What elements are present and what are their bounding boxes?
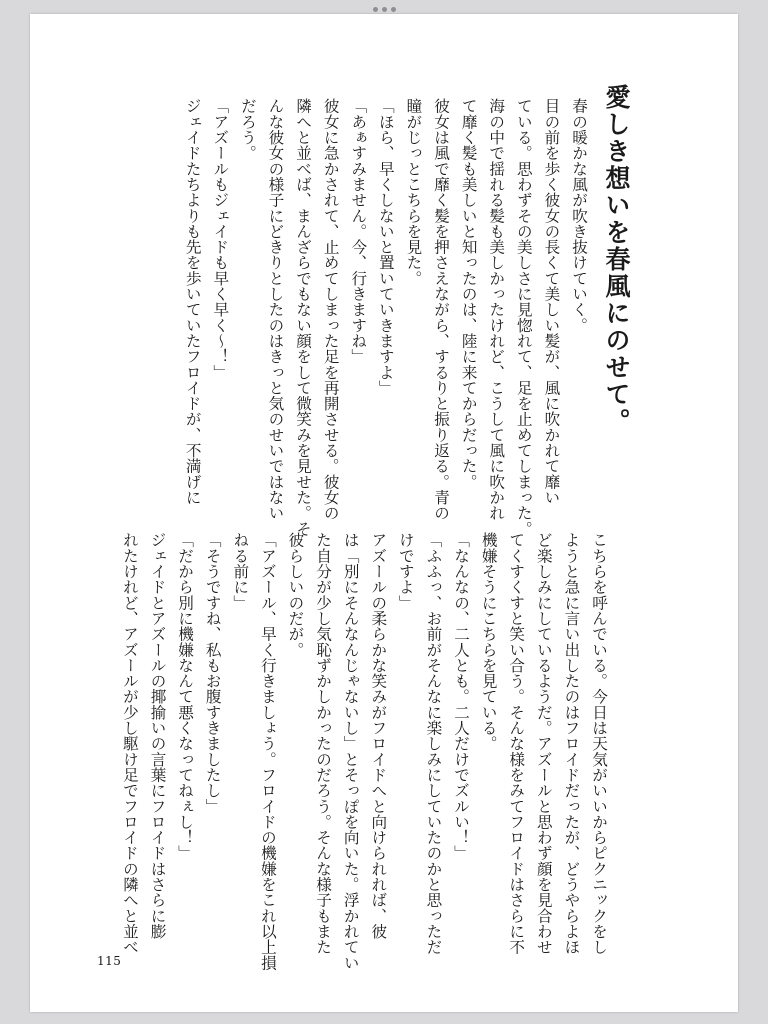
text-line: こちらを呼んでいる。今日は天気がいいからピクニックをし [590,532,608,955]
chapter-title: 愛しき想いを春風にのせて。 [602,84,631,435]
text-line: 海の中で揺れる髪も美しかったけれど、こうして風に吹かれ [487,98,506,521]
text-line: れたけれど、アズールが少し駆け足でフロイドの隣へと並べ [120,532,139,955]
text-line: てくすくすと笑い合う。そんな様をみてフロイドはさらに不 [507,532,526,955]
text-line: 「ほら、早くしないと置いていきますよ」 [376,98,395,396]
text-line: 「あぁすみません。今、行きますね」 [349,98,368,365]
text-line: ジェイドたちよりも先を歩いていたフロイドが、不満げに [183,98,202,505]
text-line: 彼女に急かされて、止めてしまった足を再開させる。彼女の [321,98,340,521]
text-line: ジェイドとアズールの揶揄いの言葉にフロイドはさらに膨 [148,532,167,939]
text-line: 「そうですね、私もお腹すきましたし」 [203,532,222,814]
text-line: 瞳がじっとこちらを見た。 [404,98,423,286]
text-line: ねる前に」 [231,532,250,611]
text-line: ている。思わずその美しさに見惚れて、足を止めてしまった。 [514,98,533,537]
text-line: ようと急に言い出したのはフロイドだったが、どうやらよほ [562,532,581,955]
handle-dot [382,7,387,12]
text-line: 「なんなの、二人とも。二人だけでズルい！」 [452,532,471,861]
body-text-lower [120,532,612,971]
page-number: 115 [97,954,122,968]
window-drag-handle[interactable] [0,4,768,14]
text-line: 目の前を歩く彼女の長くて美しい髪が、風に吹かれて靡い [542,98,561,505]
text-line: 「アズールもジェイドも早く早く〜！」 [211,98,230,380]
text-line: 機嫌そうにこちらを見ている。 [479,532,498,752]
body-text-upper [144,98,592,537]
text-line: 春の暖かな風が吹き抜けていく。 [570,98,588,333]
text-line: だろう。 [238,98,257,161]
handle-dot [391,7,396,12]
text-line: た自分が少し気恥ずかしかったのだろう。そんな様子もまた [314,532,333,955]
text-line: 「アズール、早く行きましょう。フロイドの機嫌をこれ以上損 [258,532,277,971]
text-line: て靡く髪も美しいと知ったのは、陸に来てからだった。 [459,98,478,490]
book-page [30,14,738,1012]
text-line: 彼らしいのだが。 [286,532,305,658]
text-line: 「ふふっ、お前がそんなに楽しみにしていたのかと思っただ [424,532,443,955]
handle-dot [373,7,378,12]
text-line: 「だから別に機嫌なんて悪くなってねぇし！」 [176,532,195,861]
text-line: ど楽しみにしているようだ。アズールと思わず顔を見合わせ [534,532,553,955]
text-line: アズールの柔らかな笑みがフロイドへと向けられれば、彼 [369,532,388,939]
text-line: けですよ」 [396,532,415,611]
text-line: 彼女は風で靡く髪を押さえながら、するりと振り返る。青の [432,98,451,521]
text-line: は「別にそんなんじゃないし」とそっぽを向いた。浮かれてい [341,532,360,971]
text-line: 隣へと並べば、まんざらでもない顔をして微笑みを見せた。そ [294,98,313,537]
text-line: んな彼女の様子にどきりとしたのはきっと気のせいではない [266,98,285,521]
